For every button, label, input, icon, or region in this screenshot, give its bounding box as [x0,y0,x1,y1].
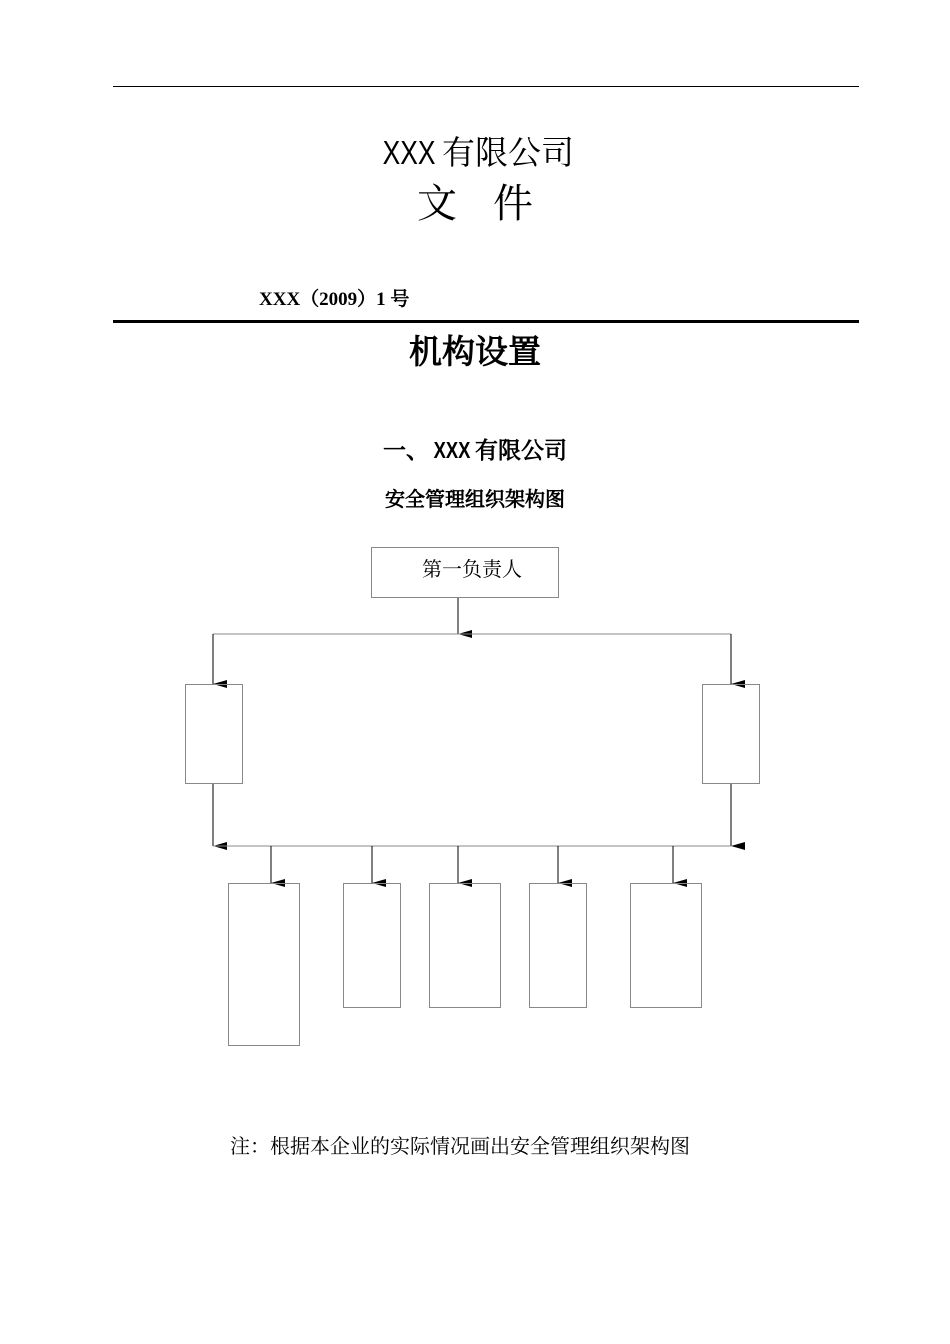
document-word: 文件 [417,181,569,227]
section-title-prefix: 一、 [382,438,429,464]
chart-box-left [186,685,243,784]
chart-box-bottom-4 [530,884,587,1008]
chart-box-bottom-1 [229,884,300,1046]
company-prefix: XXX [382,134,436,171]
section-title-suffix: 有限公司 [475,438,568,464]
chart-box-bottom-5 [631,884,702,1008]
chart-root-label: 第一负责人 [422,557,522,581]
section-title-company: XXX [433,437,471,463]
page-heading: 机构设置 [409,332,541,371]
chart-box-bottom-2 [344,884,401,1008]
company-suffix: 有限公司 [442,134,575,171]
section-subtitle: 安全管理组织架构图 [385,487,565,511]
document-number: XXX（2009）1 号 [259,289,410,310]
chart-box-bottom-3 [430,884,501,1008]
footnote: 注：根据本企业的实际情况画出安全管理组织架构图 [230,1134,690,1158]
chart-box-right [703,685,760,784]
